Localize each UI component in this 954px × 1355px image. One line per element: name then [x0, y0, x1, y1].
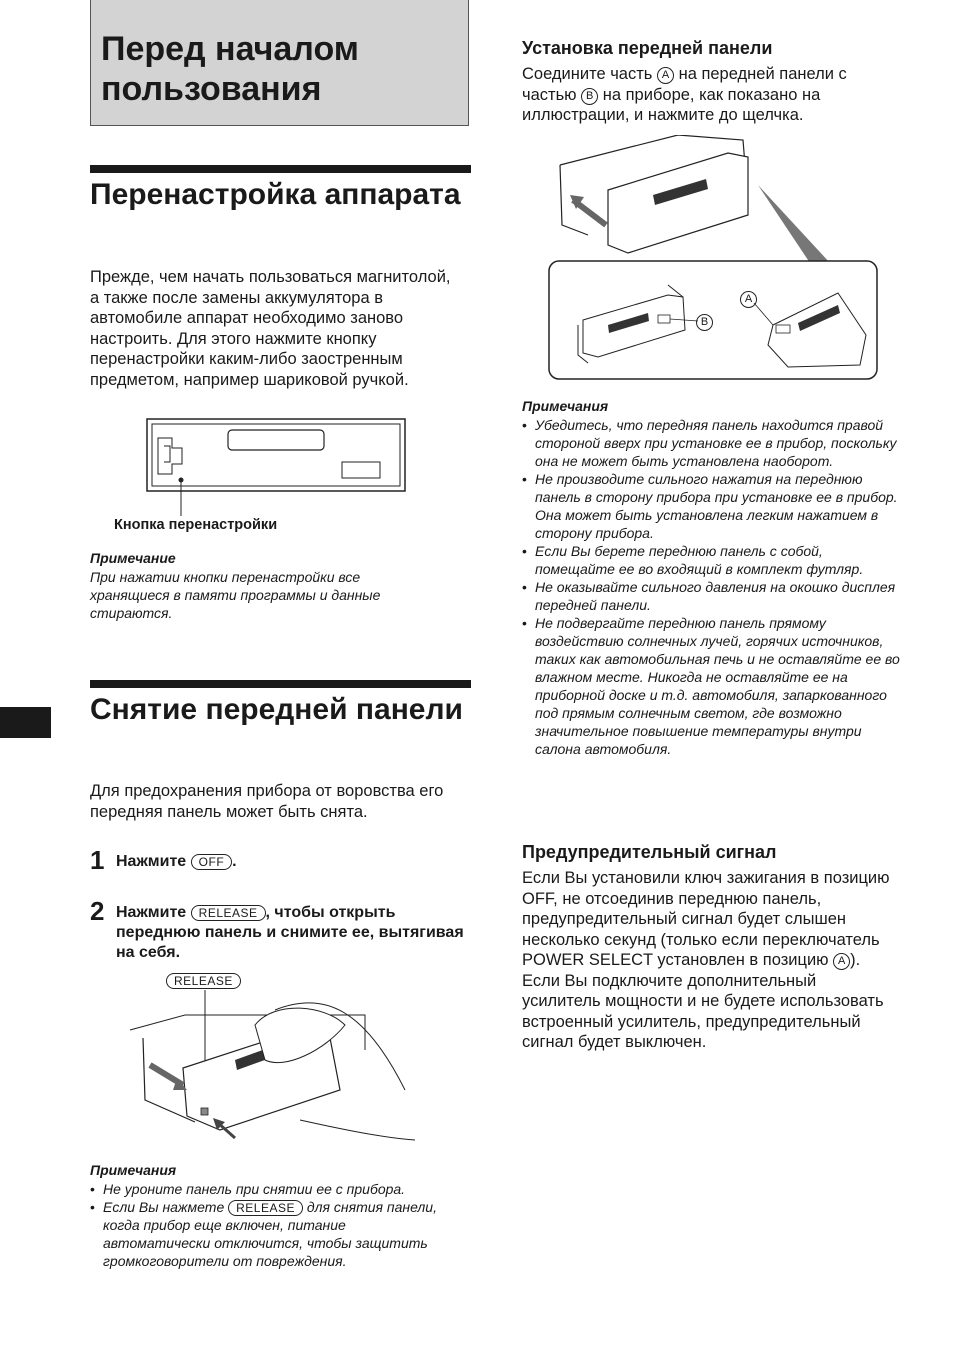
attach-heading: Установка передней панели	[522, 38, 773, 58]
attach-panel-figure	[548, 135, 883, 383]
mark-a-icon: A	[657, 67, 674, 84]
step-1-end: .	[232, 853, 237, 870]
release-key: RELEASE	[228, 1200, 303, 1216]
step-1	[116, 852, 466, 872]
attach-note-item: • Если Вы берете переднюю панель с собой, помещайте ее во входящий в комплект футляр.	[522, 542, 906, 578]
attach-body	[522, 64, 897, 126]
mark-a-icon: A	[833, 953, 850, 970]
warning-heading: Предупредительный сигнал	[522, 842, 777, 862]
fig-label-a	[740, 290, 757, 308]
release-label: RELEASE	[166, 973, 241, 989]
detach-heading: Снятие передней панели	[90, 693, 463, 726]
off-button: OFF	[191, 854, 233, 870]
reset-note: При нажатии кнопки перенастройки все хранящиеся в памяти программы и данные стираются.	[90, 569, 381, 621]
step-number: 1	[90, 845, 105, 875]
mark-b-icon: B	[696, 314, 713, 331]
detach-note-item: • Не уроните панель при снятии ее с прибора.	[90, 1180, 450, 1198]
step-2-text: Нажмите	[116, 904, 187, 921]
detach-notes	[90, 1180, 450, 1270]
step-number: 2	[90, 896, 105, 926]
attach-note-item: • Не производите сильного нажатия на переднюю панель в сторону прибора при установке ее в прибор. Она может быть установлена легким нажатием в сторону прибора.	[522, 470, 906, 542]
mark-b-icon: B	[581, 88, 598, 105]
detach-body: Для предохранения прибора от воровства его передняя панель может быть снята.	[90, 782, 444, 821]
attach-note-item: • Убедитесь, что передняя панель находится правой стороной вверх при установке ее в прибор, поскольку она не может быть установлена наоборот.	[522, 416, 906, 470]
detach-note-item	[90, 1198, 450, 1270]
step-1-text: Нажмите	[116, 853, 187, 870]
release-button: RELEASE	[191, 905, 266, 921]
attach-notes-heading: Примечания	[522, 398, 609, 414]
attach-notes	[522, 416, 906, 758]
reset-body: Прежде, чем начать пользоваться магнитолой, а также после замены аккумулятора в автомобиле аппарат необходимо заново настроить. Для этого нажмите кнопку перенастройки каким-либо заостренным предметом, например шариковой ручкой.	[90, 268, 451, 389]
section-rule	[90, 165, 471, 173]
release-figure-label	[166, 972, 241, 990]
detach-notes-heading: Примечания	[90, 1162, 177, 1178]
reset-figure-caption: Кнопка перенастройки	[114, 517, 278, 533]
detach-note-prefix: Если Вы нажмете	[103, 1199, 225, 1215]
warning-body-3: Если Вы подключите дополнительный усилитель мощности и не будете использовать встроенный усилитель, предупредительный сигнал будет выключен.	[522, 971, 884, 1051]
attach-note-item: • Не подвергайте переднюю панель прямому воздействию солнечных лучей, горячих источников, таких как автомобильная печь и не оставляйте ее во влажном месте. Никогда не оставляйте ее на приборной доске и т.д. автомобиля, запаркованного под прямым солнечным светом, где возможно значительное повышение температуры внутри салона автомобиля.	[522, 614, 906, 758]
section-tab	[0, 707, 51, 738]
attach-note-item: • Не оказывайте сильного давления на окошко дисплея передней панели.	[522, 578, 906, 614]
step-2-end: , чтобы открыть переднюю панель и снимите ее, вытягивая на себя.	[116, 904, 464, 961]
detach-note-text: для снятия панели, когда прибор еще включен, питание автоматически отключится, чтобы защитить громкоговорители от повреждения.	[103, 1199, 437, 1269]
attach-body-2: на передней панели с частью	[522, 65, 847, 104]
warning-body	[522, 868, 897, 1053]
warning-body-1: Если Вы установили ключ зажигания в позицию OFF, не отсоединив переднюю панель, предупредительный сигнал будет слышен несколько секунд (только если переключатель POWER SELECT установлен в позицию	[522, 869, 890, 969]
mark-a-icon: A	[740, 291, 757, 308]
attach-body-3: на приборе, как показано на иллюстрации, и нажмите до щелчка.	[522, 85, 821, 124]
reset-note-heading: Примечание	[90, 550, 176, 566]
step-2	[116, 903, 466, 963]
reset-button-figure	[146, 418, 408, 518]
section-rule	[90, 680, 471, 688]
page-title: Перед началом пользования	[101, 30, 359, 108]
detach-panel-figure	[125, 990, 415, 1150]
fig-label-b	[696, 313, 713, 331]
title-box	[90, 0, 469, 126]
attach-body-1: Соедините часть	[522, 65, 653, 83]
warning-body-2: ).	[850, 951, 861, 969]
reset-heading: Перенастройка аппарата	[90, 178, 461, 211]
